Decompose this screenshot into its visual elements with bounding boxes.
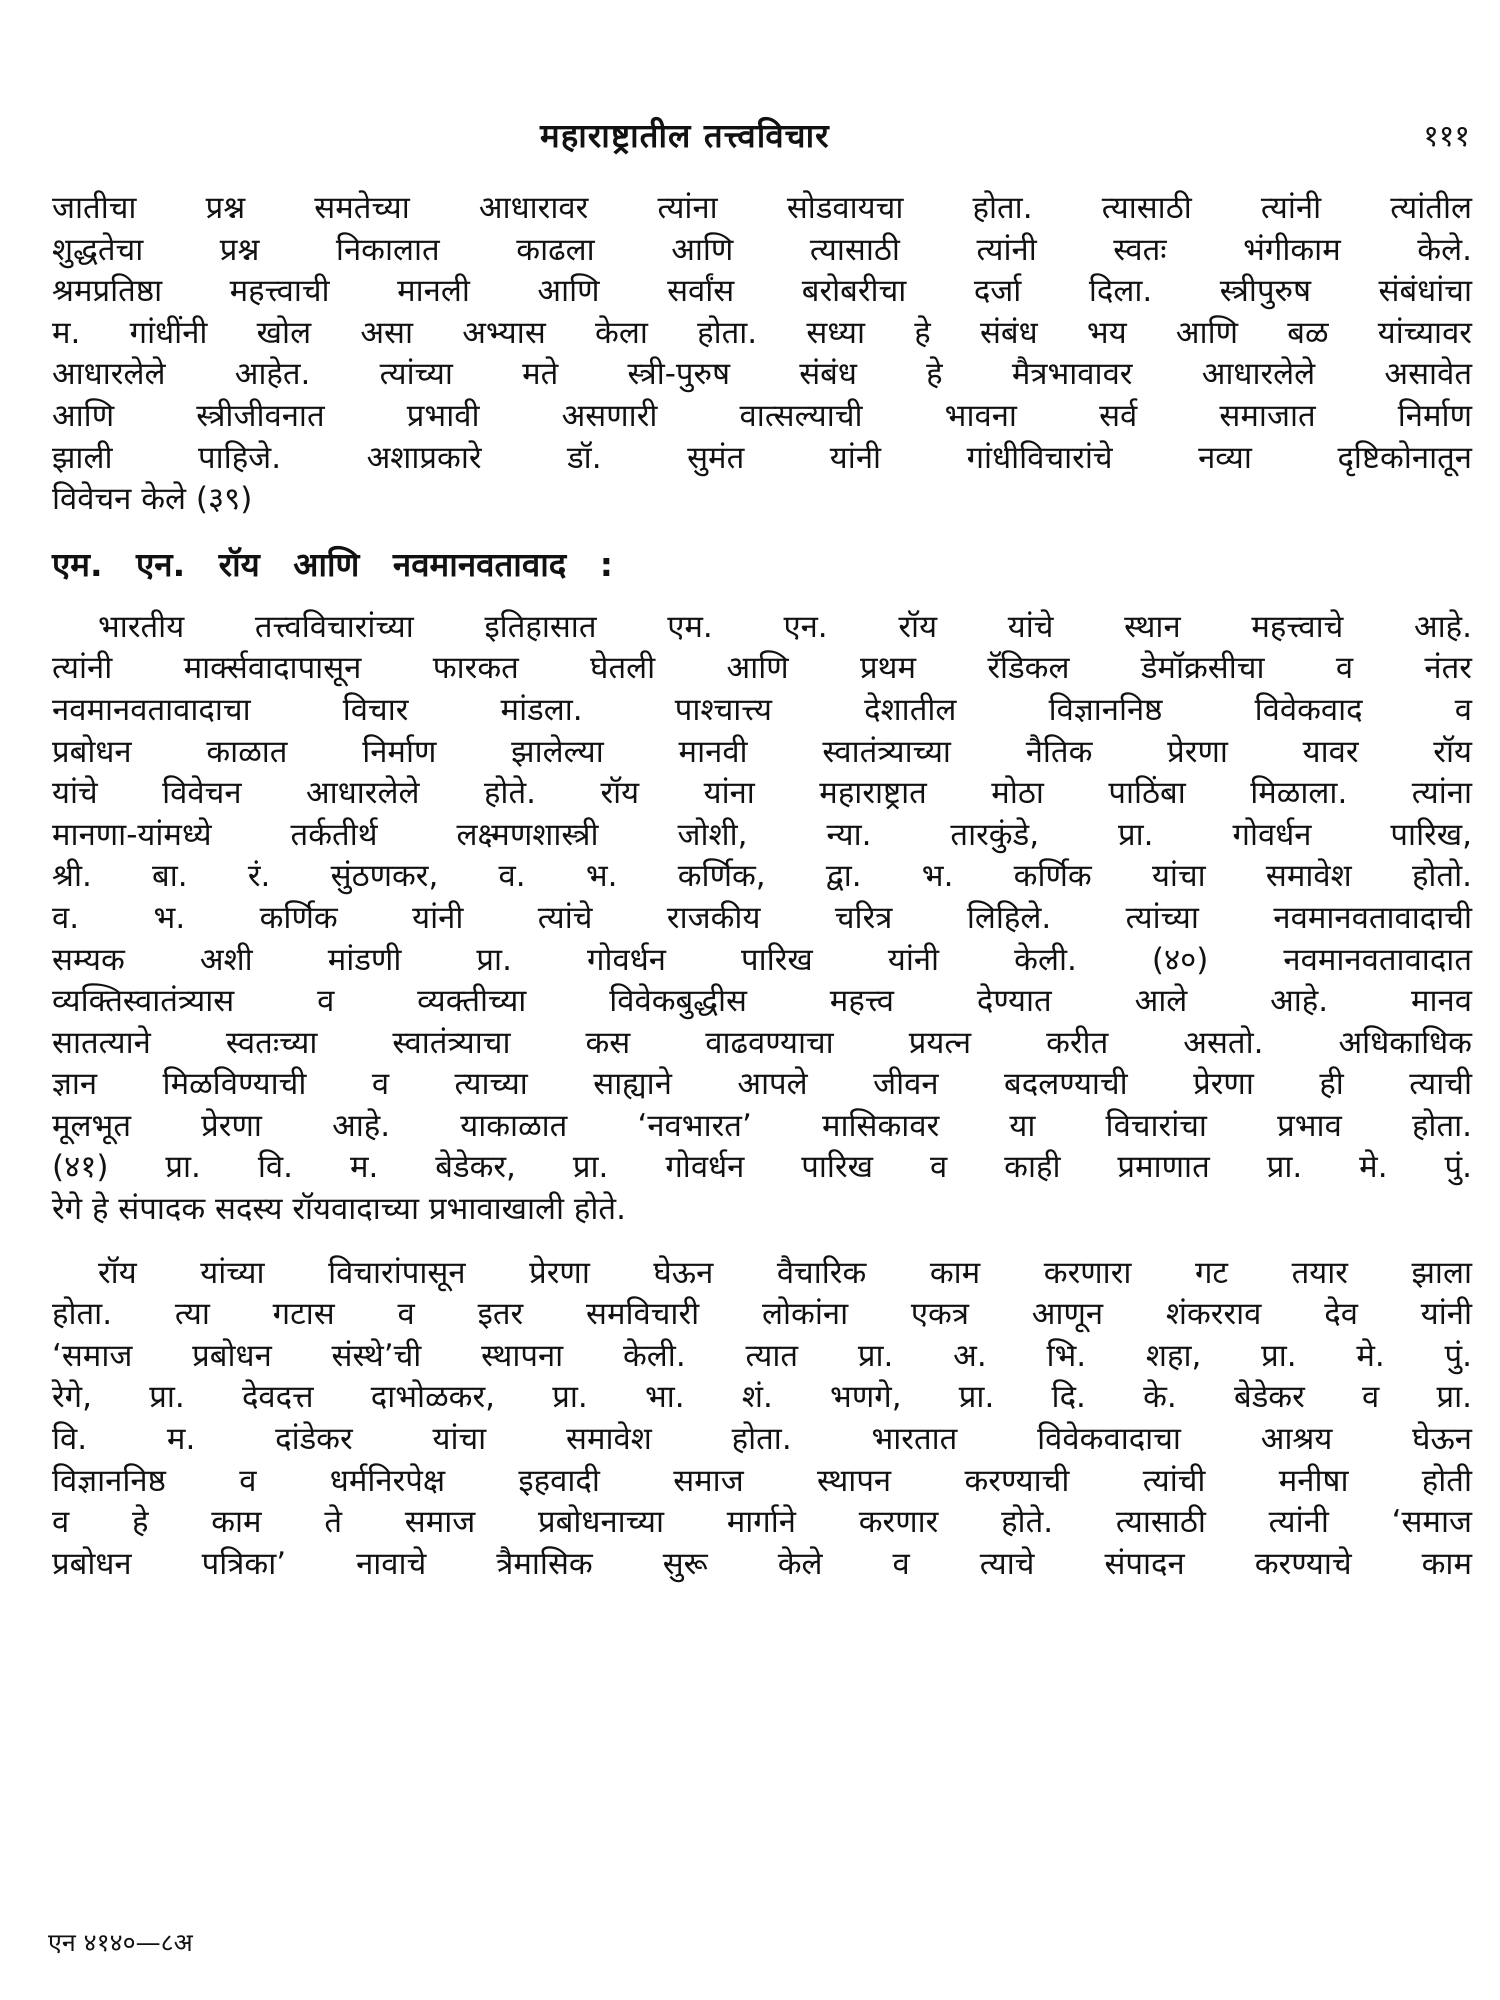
text-line: त्यांनी मार्क्सवादापासून फारकत घेतली आणि प्रथम रॅडिकल डेमॉक्रसीचा व नंतर: [52, 650, 1472, 687]
text-line: श्रमप्रतिष्ठा महत्त्वाची मानली आणि सर्वांस बरोबरीचा दर्जा दिला. स्त्रीपुरुष संबंधांचा: [52, 273, 1472, 310]
text-line: यांचे विवेचन आधारलेले होते. रॉय यांना महाराष्ट्रात मोठा पाठिंबा मिळाला. त्यांना: [52, 775, 1472, 812]
text-line: आधारलेले आहेत. त्यांच्या मते स्त्री-पुरुष संबंध हे मैत्रभावावर आधारलेले असावेत: [52, 356, 1472, 393]
running-header: [0, 112, 1500, 162]
text-line: होता. त्या गटास व इतर समविचारी लोकांना एकत्र आणून शंकरराव देव यांनी: [52, 1296, 1472, 1333]
text-line: सम्यक अशी मांडणी प्रा. गोवर्धन पारिख यांनी केली. (४०) नवमानवतावादात: [52, 941, 1472, 978]
text-line: शुद्धतेचा प्रश्न निकालात काढला आणि त्यासाठी त्यांनी स्वतः भंगीकाम केले.: [52, 231, 1472, 268]
text-line: रेगे, प्रा. देवदत्त दाभोळकर, प्रा. भा. शं. भणगे, प्रा. दि. के. बेडेकर व प्रा.: [52, 1379, 1472, 1416]
text-line: विज्ञाननिष्ठ व धर्मनिरपेक्ष इहवादी समाज स्थापन करण्याची त्यांची मनीषा होती: [52, 1462, 1472, 1499]
section-heading: एम. एन. रॉय आणि नवमानवतावाद :: [52, 544, 613, 584]
text-line: जातीचा प्रश्न समतेच्या आधारावर त्यांना सोडवायचा होता. त्यासाठी त्यांनी त्यांतील: [52, 190, 1472, 226]
paragraph-gap: [52, 1231, 1472, 1253]
text-line: प्रबोधन काळात निर्माण झालेल्या मानवी स्वातंत्र्याच्या नैतिक प्रेरणा यावर रॉय: [52, 733, 1472, 770]
text-line: मानणा-यांमध्ये तर्कतीर्थ लक्ष्मणशास्त्री जोशी, न्या. तारकुंडे, प्रा. गोवर्धन पारिख,: [52, 816, 1472, 853]
text-line: आणि स्त्रीजीवनात प्रभावी असणारी वात्सल्याची भावना सर्व समाजात निर्माण: [52, 397, 1472, 434]
text-line: ज्ञान मिळविण्याची व त्याच्या साह्याने आपले जीवन बदलण्याची प्रेरणा ही त्याची: [52, 1066, 1472, 1103]
text-line: म. गांधींनी खोल असा अभ्यास केला होता. सध्या हे संबंध भय आणि बळ यांच्यावर: [52, 314, 1472, 351]
running-title: महाराष्ट्रातील तत्त्वविचार: [540, 116, 830, 155]
text-line: रेगे हे संपादक सदस्य रॉयवादाच्या प्रभावाखाली होते.: [52, 1191, 626, 1228]
paragraph-3: [52, 1253, 1472, 1586]
text-line: रॉय यांच्या विचारांपासून प्रेरणा घेऊन वैचारिक काम करणारा गट तयार झाला: [98, 1254, 1472, 1291]
paragraph-1: [52, 188, 1472, 521]
text-line: नवमानवतावादाचा विचार मांडला. पाश्चात्त्य देशातील विज्ञाननिष्ठ विवेकवाद व: [52, 691, 1472, 728]
text-line: ‘समाज प्रबोधन संस्थे’ची स्थापना केली. त्यात प्रा. अ. भि. शहा, प्रा. मे. पुं.: [52, 1337, 1472, 1374]
text-line: व हे काम ते समाज प्रबोधनाच्या मार्गाने करणार होते. त्यासाठी त्यांनी ‘समाज: [52, 1504, 1472, 1541]
text-line: श्री. बा. रं. सुंठणकर, व. भ. कर्णिक, द्वा. भ. कर्णिक यांचा समावेश होतो.: [52, 858, 1472, 895]
text-line: (४१) प्रा. वि. म. बेडेकर, प्रा. गोवर्धन पारिख व काही प्रमाणात प्रा. मे. पुं.: [52, 1149, 1472, 1186]
text-line: वि. म. दांडेकर यांचा समावेश होता. भारतात विवेकवादाचा आश्रय घेऊन: [52, 1421, 1472, 1458]
print-code: एन ४१४०—८अ: [48, 1928, 193, 1957]
text-line: प्रबोधन पत्रिका’ नावाचे त्रैमासिक सुरू केले व त्याचे संपादन करण्याचे काम: [52, 1545, 1472, 1582]
text-line: विवेचन केले (३९): [52, 481, 253, 518]
body-text: [52, 188, 1472, 1585]
text-line: झाली पाहिजे. अशाप्रकारे डॉ. सुमंत यांनी गांधीविचारांचे नव्या दृष्टिकोनातून: [52, 439, 1472, 476]
text-line: व्यक्तिस्वातंत्र्यास व व्यक्तीच्या विवेकबुद्धीस महत्त्व देण्यात आले आहे. मानव: [52, 983, 1472, 1020]
text-line: सातत्याने स्वतःच्या स्वातंत्र्याचा कस वाढवण्याचा प्रयत्न करीत असतो. अधिकाधिक: [52, 1024, 1472, 1061]
text-line: भारतीय तत्त्वविचारांच्या इतिहासात एम. एन. रॉय यांचे स्थान महत्त्वाचे आहे.: [98, 608, 1472, 645]
page-number: १११: [1423, 119, 1470, 154]
text-line: मूलभूत प्रेरणा आहे. याकाळात ‘नवभारत’ मासिकावर या विचारांचा प्रभाव होता.: [52, 1107, 1472, 1144]
paragraph-2: [52, 607, 1472, 1231]
text-line: व. भ. कर्णिक यांनी त्यांचे राजकीय चरित्र लिहिले. त्यांच्या नवमानवतावादाची: [52, 899, 1472, 936]
